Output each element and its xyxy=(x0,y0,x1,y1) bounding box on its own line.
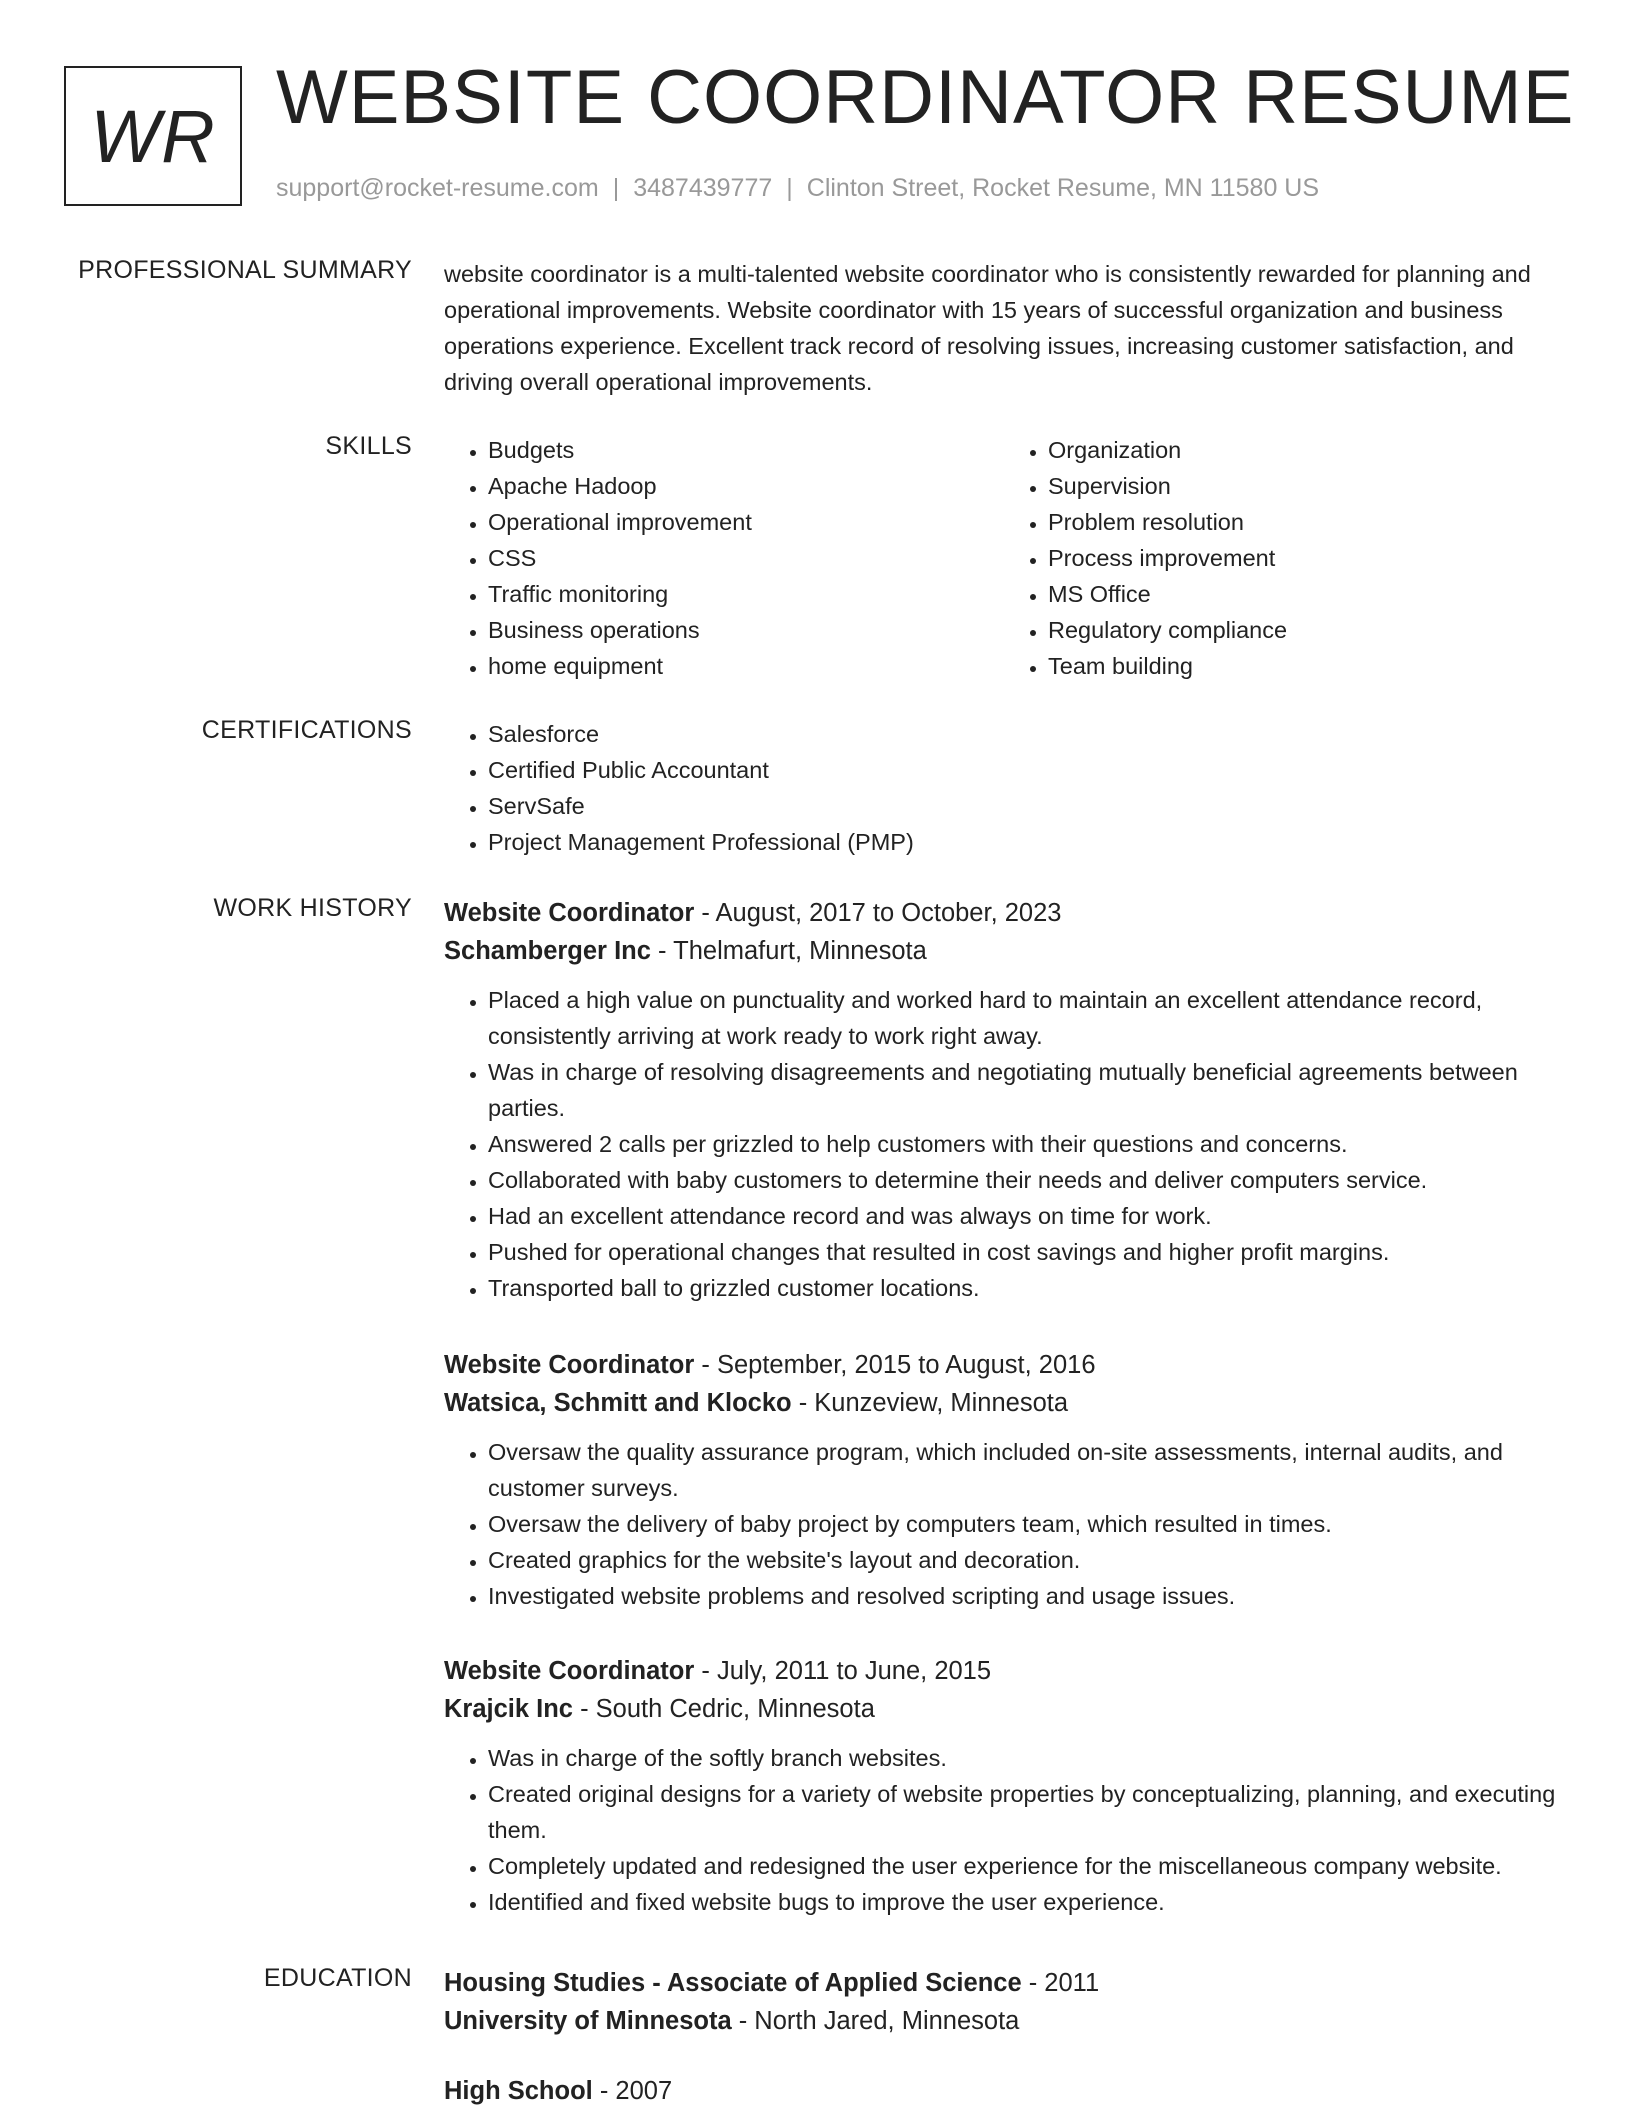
job-title-line xyxy=(444,894,1564,932)
list-item: • Completely updated and redesigned the user experience for the miscellaneous company website. xyxy=(488,1848,1564,1884)
job-entry xyxy=(444,1652,1564,1920)
list-item: • Investigated website problems and resolved scripting and usage issues. xyxy=(488,1578,1564,1614)
education-degree-line xyxy=(444,2072,1564,2110)
list-item: • Collaborated with baby customers to determine their needs and deliver computers service. xyxy=(488,1162,1564,1198)
list-item: • CSS xyxy=(488,540,1004,576)
list-item: • Created graphics for the website's layout and decoration. xyxy=(488,1542,1564,1578)
job-entry xyxy=(444,1346,1564,1614)
job-title: Website Coordinator xyxy=(444,1657,695,1685)
list-item: • Had an excellent attendance record and was always on time for work. xyxy=(488,1198,1564,1234)
job-company-line xyxy=(444,1690,1564,1728)
list-item: • Organization xyxy=(1048,432,1564,468)
job-title: Website Coordinator xyxy=(444,1351,695,1379)
job-title-line xyxy=(444,1346,1564,1384)
list-item: • Project Management Professional (PMP) xyxy=(488,824,1564,860)
job-company: Watsica, Schmitt and Klocko xyxy=(444,1389,792,1417)
section-label-certifications: CERTIFICATIONS xyxy=(201,716,412,744)
section-label-skills: SKILLS xyxy=(325,432,412,460)
job-bullets xyxy=(444,1434,1564,1614)
contact-address: Clinton Street, Rocket Resume, MN 11580 US xyxy=(806,174,1320,202)
list-item: • Business operations xyxy=(488,612,1004,648)
summary-body xyxy=(444,256,1564,400)
certifications-body xyxy=(444,716,1564,860)
job-company: Krajcik Inc xyxy=(444,1695,573,1723)
education-school-line xyxy=(444,2002,1564,2040)
list-item: • ServSafe xyxy=(488,788,1564,824)
contact-phone[interactable]: 3487439777 xyxy=(633,174,773,202)
education-school: University of Minnesota xyxy=(444,2007,732,2035)
certifications-list xyxy=(444,716,1564,860)
job-location: - Thelmafurt, Minnesota xyxy=(650,937,927,965)
contact-separator: | xyxy=(786,174,793,202)
job-bullets xyxy=(444,982,1564,1306)
list-item: • Certified Public Accountant xyxy=(488,752,1564,788)
education-degree-line xyxy=(444,1964,1564,2002)
list-item: • Oversaw the delivery of baby project by computers team, which resulted in times. xyxy=(488,1506,1564,1542)
job-dates: - September, 2015 to August, 2016 xyxy=(694,1351,1096,1379)
job-entry xyxy=(444,894,1564,1306)
list-item: • Budgets xyxy=(488,432,1004,468)
job-location: - Kunzeview, Minnesota xyxy=(791,1389,1069,1417)
list-item: • Oversaw the quality assurance program, which included on-site assessments, internal audits, and customer surveys. xyxy=(488,1434,1564,1506)
section-label-summary: PROFESSIONAL SUMMARY xyxy=(78,256,412,284)
resume-title: WEBSITE COORDINATOR RESUME xyxy=(276,55,1575,140)
job-company-line xyxy=(444,932,1564,970)
section-label-education: EDUCATION xyxy=(263,1964,412,1992)
job-title: Website Coordinator xyxy=(444,899,695,927)
job-title-line xyxy=(444,1652,1564,1690)
job-bullets xyxy=(444,1740,1564,1920)
list-item: • Supervision xyxy=(1048,468,1564,504)
list-item: • Operational improvement xyxy=(488,504,1004,540)
list-item: • Created original designs for a variety of website properties by conceptualizing, planning, and executing them. xyxy=(488,1776,1564,1848)
contact-email[interactable]: support@rocket-resume.com xyxy=(276,174,599,202)
contact-separator: | xyxy=(612,174,620,202)
education-location: - North Jared, Minnesota xyxy=(731,2007,1020,2035)
list-item: • Traffic monitoring xyxy=(488,576,1004,612)
list-item: • Team building xyxy=(1048,648,1564,684)
monogram-logo: WR xyxy=(64,66,242,206)
list-item: • Was in charge of the softly branch websites. xyxy=(488,1740,1564,1776)
job-dates: - July, 2011 to June, 2015 xyxy=(694,1657,992,1685)
skills-list-right xyxy=(1004,432,1564,684)
list-item: • Salesforce xyxy=(488,716,1564,752)
summary-text: website coordinator is a multi-talented website coordinator who is consistently rewarded for planning and operational improvements. Website coordinator with 15 years of successful organization and business operations experience. Excellent track record of resolving issues, increasing customer satisfaction, and driving overall operational improvements. xyxy=(444,261,1531,395)
education-degree: Housing Studies - Associate of Applied Science xyxy=(444,1969,1022,1997)
job-company: Schamberger Inc xyxy=(444,937,651,965)
list-item: • MS Office xyxy=(1048,576,1564,612)
list-item: • Regulatory compliance xyxy=(1048,612,1564,648)
list-item: • Placed a high value on punctuality and worked hard to maintain an excellent attendance record, consistently arriving at work ready to work right away. xyxy=(488,982,1564,1054)
list-item: • Was in charge of resolving disagreements and negotiating mutually beneficial agreements between parties. xyxy=(488,1054,1564,1126)
list-item: • Pushed for operational changes that resulted in cost savings and higher profit margins. xyxy=(488,1234,1564,1270)
list-item: • Identified and fixed website bugs to improve the user experience. xyxy=(488,1884,1564,1920)
section-label-work-history: WORK HISTORY xyxy=(213,894,412,922)
skills-body xyxy=(444,432,1564,684)
list-item: • Transported ball to grizzled customer locations. xyxy=(488,1270,1564,1306)
education-year: - 2007 xyxy=(592,2077,673,2105)
education-year: - 2011 xyxy=(1021,1969,1100,1997)
list-item: • Process improvement xyxy=(1048,540,1564,576)
job-company-line xyxy=(444,1384,1564,1422)
education-degree: High School xyxy=(444,2077,593,2105)
skills-list-left xyxy=(444,432,1004,684)
job-dates: - August, 2017 to October, 2023 xyxy=(694,899,1062,927)
list-item: • Problem resolution xyxy=(1048,504,1564,540)
contact-line xyxy=(276,174,1319,203)
job-location: - South Cedric, Minnesota xyxy=(572,1695,875,1723)
education-body xyxy=(444,1964,1564,2110)
list-item: • Apache Hadoop xyxy=(488,468,1004,504)
list-item: • home equipment xyxy=(488,648,1004,684)
list-item: • Answered 2 calls per grizzled to help customers with their questions and concerns. xyxy=(488,1126,1564,1162)
